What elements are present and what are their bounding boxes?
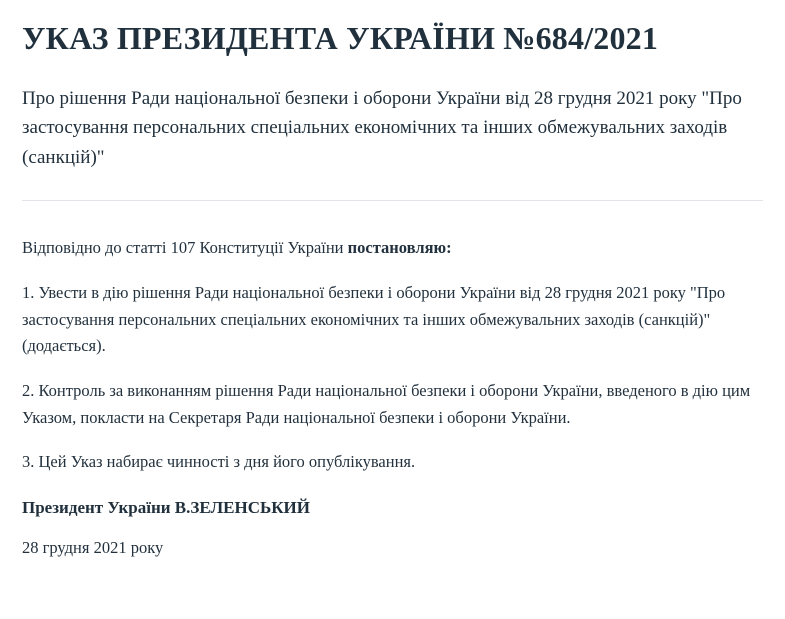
- divider: [22, 200, 763, 201]
- intro-paragraph: [22, 235, 763, 262]
- paragraph-2: 2. Контроль за виконанням рішення Ради національної безпеки і оборони України, введеного в дію цим Указом, покласти на Секретаря Ради національної безпеки і оборони України.: [22, 380, 751, 427]
- document-subtitle: Про рішення Ради національної безпеки і оборони України від 28 грудня 2021 року "Про застосування персональних спеціальних економічних та інших обмежувальних заходів (санкцій)": [22, 87, 742, 168]
- document-date: 28 грудня 2021 року: [22, 538, 164, 558]
- paragraph-1: 1. Увести в дію рішення Ради національної безпеки і оборони України від 28 грудня 2021 року "Про застосування персональних спеціальних економічних та інших обмежувальних заходів (санкцій)" (додається).: [22, 282, 726, 356]
- intro-text: Відповідно до статті 107 Конституції України: [22, 238, 348, 258]
- page-title: УКАЗ ПРЕЗИДЕНТА УКРАЇНИ №684/2021: [22, 20, 659, 56]
- signature-line: Президент України В.ЗЕЛЕНСЬКИЙ: [22, 498, 310, 518]
- document-body: [22, 235, 763, 558]
- paragraph-3: 3. Цей Указ набирає чинності з дня його опублікування.: [22, 452, 416, 472]
- intro-emphasis: постановляю:: [347, 238, 452, 258]
